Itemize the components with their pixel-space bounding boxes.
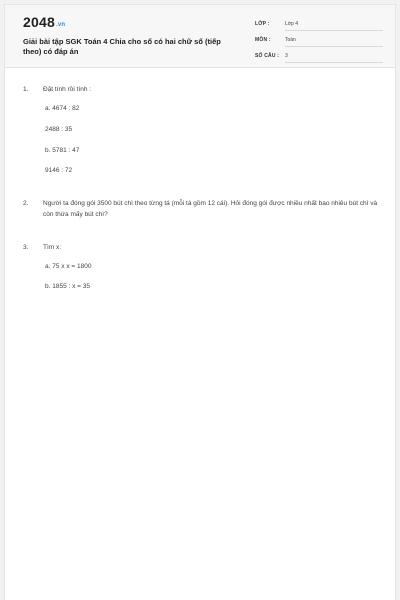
question-text: Tìm x:	[43, 244, 62, 251]
meta-label-class: LỚP :	[255, 21, 270, 27]
meta-label-subject: MÔN :	[255, 37, 271, 43]
question-number: 3.	[23, 244, 29, 251]
question-number: 1.	[23, 86, 29, 93]
meta-value-count: 3	[285, 53, 383, 63]
document-title: Giải bài tập SGK Toán 4 Chia cho số có hai chữ số (tiếp theo) có đáp án	[23, 37, 221, 56]
question-number: 2.	[23, 200, 29, 207]
document-page	[4, 4, 396, 600]
meta-value-class: Lớp 4	[285, 21, 383, 31]
document-meta	[255, 18, 383, 66]
document-header	[5, 5, 395, 68]
question-1-item: b. 5781 : 47	[45, 147, 80, 154]
question-1-item: a. 4674 : 82	[45, 105, 80, 112]
site-logo[interactable]	[23, 14, 65, 30]
meta-row-class	[255, 18, 383, 34]
question-text: Đặt tính rồi tính :	[43, 86, 92, 93]
logo-main-text: 2048	[23, 14, 55, 30]
logo-suffix-text: .vn	[55, 22, 66, 28]
question-text: Người ta đóng gói 3500 bút chì theo từng tá (mỗi tá gồm 12 cái). Hỏi đóng gói được nhiều nhất bao nhiêu bút chì và còn thừa mấy bút chì?	[43, 200, 378, 218]
meta-label-count: SỐ CÂU :	[255, 53, 280, 59]
meta-row-subject	[255, 34, 383, 50]
question-3-item: b. 1855 : x = 35	[45, 283, 90, 290]
meta-row-count	[255, 50, 383, 66]
question-1-item: 2488 : 35	[45, 126, 73, 133]
meta-value-subject: Toán	[285, 37, 383, 47]
question-3-item: a. 75 x x = 1800	[45, 263, 92, 270]
question-1-item: 9146 : 72	[45, 167, 73, 174]
